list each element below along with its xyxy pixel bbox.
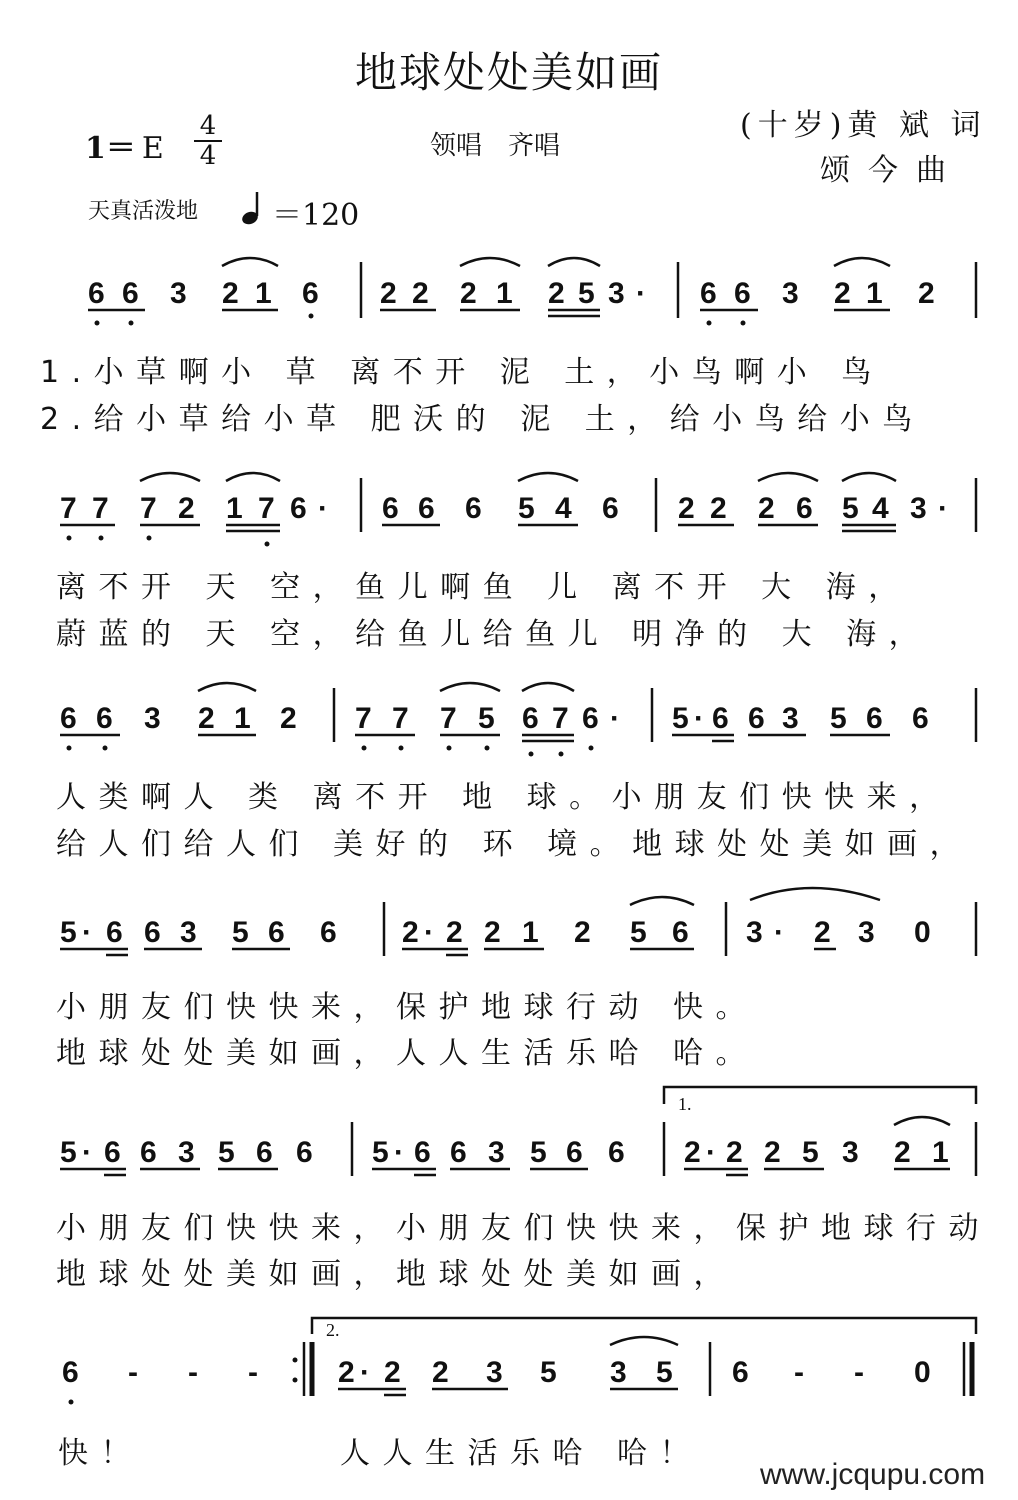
singing-mode: 领唱 齐唱 xyxy=(430,131,561,161)
svg-text:6: 6 xyxy=(62,1356,79,1389)
svg-text:6: 6 xyxy=(608,1136,625,1169)
score-row-2 xyxy=(60,492,948,525)
svg-text:·: · xyxy=(82,1136,92,1169)
svg-text:5: 5 xyxy=(656,1356,673,1389)
tempo-value: ＝120 xyxy=(272,198,360,233)
score-row-4-lines xyxy=(60,888,976,956)
score-row-6-lines xyxy=(304,1318,976,1396)
svg-text:·: · xyxy=(318,492,328,525)
svg-text:6: 6 xyxy=(104,1136,121,1169)
svg-text:2: 2 xyxy=(380,277,397,310)
svg-text:2: 2 xyxy=(684,1136,701,1169)
lyric-row-3-verse-2: 给人们给人们 美好的 环 境。地球处处美如画， xyxy=(56,827,973,862)
svg-text:6: 6 xyxy=(912,702,929,735)
ending-2-label: 2. xyxy=(326,1320,340,1340)
svg-text:6: 6 xyxy=(140,1136,157,1169)
svg-text:-: - xyxy=(188,1356,198,1389)
svg-text:5: 5 xyxy=(60,916,77,949)
svg-text:2: 2 xyxy=(894,1136,911,1169)
lyric-row-2-verse-1: 离不开 天 空，鱼儿啊鱼 儿 离不开 大 海， xyxy=(56,570,911,605)
svg-text:1: 1 xyxy=(234,702,251,735)
lyric-row-2-verse-2: 蔚蓝的 天 空，给鱼儿给鱼儿 明净的 大 海， xyxy=(56,617,932,652)
svg-text:1: 1 xyxy=(866,277,883,310)
svg-text:6: 6 xyxy=(522,702,539,735)
svg-text:2: 2 xyxy=(918,277,935,310)
lyric-row-6-second-ending: 人人生活乐哈 哈！ xyxy=(340,1436,703,1471)
svg-text:2: 2 xyxy=(402,916,419,949)
svg-text:·: · xyxy=(636,277,646,310)
svg-text:2: 2 xyxy=(758,492,775,525)
score-row-3 xyxy=(60,702,929,735)
svg-text:2: 2 xyxy=(432,1356,449,1389)
svg-text:7: 7 xyxy=(140,492,157,525)
svg-text:6: 6 xyxy=(256,1136,273,1169)
svg-text:6: 6 xyxy=(122,277,139,310)
svg-text:3: 3 xyxy=(170,277,187,310)
svg-text:2: 2 xyxy=(764,1136,781,1169)
lyric-row-5-verse-1: 小朋友们快快来，小朋友们快快来，保护地球行动 xyxy=(56,1211,991,1246)
lyricist-credit: (十岁)黄 斌 词 xyxy=(740,108,987,143)
svg-text:·: · xyxy=(774,916,784,949)
svg-text:·: · xyxy=(706,1136,716,1169)
song-title: 地球处处美如画 xyxy=(354,48,663,97)
svg-text:-: - xyxy=(248,1356,258,1389)
svg-text:·: · xyxy=(82,916,92,949)
score-row-4 xyxy=(60,916,931,949)
score-row-1-dots xyxy=(95,314,746,326)
svg-text:7: 7 xyxy=(440,702,457,735)
svg-text:5: 5 xyxy=(578,277,595,310)
svg-text:6: 6 xyxy=(382,492,399,525)
svg-text:2: 2 xyxy=(678,492,695,525)
svg-text:6: 6 xyxy=(866,702,883,735)
svg-text:2: 2 xyxy=(338,1356,355,1389)
svg-text:·: · xyxy=(610,702,620,735)
score-row-2-dots xyxy=(67,536,270,547)
svg-text:3: 3 xyxy=(180,916,197,949)
svg-text:6: 6 xyxy=(602,492,619,525)
svg-text:-: - xyxy=(128,1356,138,1389)
score-row-5-lines xyxy=(60,1087,976,1176)
svg-text:2: 2 xyxy=(710,492,727,525)
svg-text:4: 4 xyxy=(872,492,889,525)
svg-text:5: 5 xyxy=(218,1136,235,1169)
svg-text:6: 6 xyxy=(734,277,751,310)
svg-text:0: 0 xyxy=(914,916,931,949)
svg-text:2: 2 xyxy=(484,916,501,949)
svg-text:7: 7 xyxy=(60,492,77,525)
svg-text:6: 6 xyxy=(582,702,599,735)
svg-text:5: 5 xyxy=(802,1136,819,1169)
svg-text:·: · xyxy=(394,1136,404,1169)
svg-text:3: 3 xyxy=(486,1356,503,1389)
score-row-6 xyxy=(62,1356,931,1389)
svg-text:1: 1 xyxy=(496,277,513,310)
svg-text:6: 6 xyxy=(144,916,161,949)
svg-text:3: 3 xyxy=(608,277,625,310)
svg-text:·: · xyxy=(424,916,434,949)
svg-text:5: 5 xyxy=(530,1136,547,1169)
svg-text:0: 0 xyxy=(914,1356,931,1389)
svg-text:2: 2 xyxy=(834,277,851,310)
svg-text:6: 6 xyxy=(796,492,813,525)
svg-text:3: 3 xyxy=(858,916,875,949)
svg-text:6: 6 xyxy=(414,1136,431,1169)
key-letter: E xyxy=(141,131,164,166)
svg-text:6: 6 xyxy=(712,702,729,735)
lyric-row-4-verse-1: 小朋友们快快来，保护地球行动 快。 xyxy=(56,990,759,1025)
svg-text:·: · xyxy=(938,492,948,525)
svg-text:6: 6 xyxy=(296,1136,313,1169)
lyric-row-3-verse-1: 人类啊人 类 离不开 地 球。小朋友们快快来， xyxy=(56,780,952,815)
composer-credit: 颂今曲 xyxy=(820,153,964,188)
svg-text:5: 5 xyxy=(60,1136,77,1169)
svg-text:·: · xyxy=(694,702,704,735)
key-label: 1＝ xyxy=(85,131,136,166)
svg-text:6: 6 xyxy=(566,1136,583,1169)
svg-text:3: 3 xyxy=(782,702,799,735)
svg-text:6: 6 xyxy=(465,492,482,525)
svg-text:6: 6 xyxy=(290,492,307,525)
svg-text:1: 1 xyxy=(522,916,539,949)
svg-text:6: 6 xyxy=(748,702,765,735)
svg-text:2: 2 xyxy=(178,492,195,525)
tempo-marking: 天真活泼地 xyxy=(88,199,199,224)
svg-text:2: 2 xyxy=(574,916,591,949)
svg-text:2: 2 xyxy=(384,1356,401,1389)
svg-text:2: 2 xyxy=(548,277,565,310)
svg-text:2: 2 xyxy=(446,916,463,949)
score-row-5 xyxy=(60,1136,949,1169)
svg-text:3: 3 xyxy=(144,702,161,735)
ending-1-label: 1. xyxy=(678,1094,692,1114)
svg-text:5: 5 xyxy=(830,702,847,735)
svg-text:3: 3 xyxy=(178,1136,195,1169)
lyric-row-1-verse-1: 1.小草啊小 草 离不开 泥 土，小鸟啊小 鸟 xyxy=(40,355,884,390)
svg-text:3: 3 xyxy=(782,277,799,310)
svg-text:1: 1 xyxy=(932,1136,949,1169)
svg-text:6: 6 xyxy=(302,277,319,310)
svg-text:3: 3 xyxy=(746,916,763,949)
svg-text:2: 2 xyxy=(726,1136,743,1169)
svg-text:4: 4 xyxy=(555,492,572,525)
svg-text:5: 5 xyxy=(540,1356,557,1389)
svg-text:6: 6 xyxy=(700,277,717,310)
svg-text:6: 6 xyxy=(672,916,689,949)
time-denominator: 4 xyxy=(199,141,217,171)
svg-text:5: 5 xyxy=(518,492,535,525)
svg-text:5: 5 xyxy=(372,1136,389,1169)
svg-text:1: 1 xyxy=(255,277,272,310)
svg-text:6: 6 xyxy=(450,1136,467,1169)
svg-text:2: 2 xyxy=(814,916,831,949)
svg-text:5: 5 xyxy=(232,916,249,949)
svg-text:6: 6 xyxy=(96,702,113,735)
watermark-url: www.jcqupu.com xyxy=(760,1458,986,1491)
svg-text:-: - xyxy=(794,1356,804,1389)
score-row-6-dots xyxy=(69,1358,298,1405)
svg-text:3: 3 xyxy=(842,1136,859,1169)
svg-text:6: 6 xyxy=(88,277,105,310)
svg-text:3: 3 xyxy=(610,1356,627,1389)
lyric-row-4-verse-2: 地球处处美如画，人人生活乐哈 哈。 xyxy=(56,1036,759,1071)
svg-text:6: 6 xyxy=(320,916,337,949)
svg-text:5: 5 xyxy=(478,702,495,735)
svg-text:6: 6 xyxy=(106,916,123,949)
score-row-3-dots xyxy=(67,746,594,757)
svg-text:6: 6 xyxy=(268,916,285,949)
svg-text:5: 5 xyxy=(630,916,647,949)
svg-text:3: 3 xyxy=(910,492,927,525)
svg-text:2: 2 xyxy=(222,277,239,310)
svg-text:7: 7 xyxy=(355,702,372,735)
lyric-row-1-verse-2: 2.给小草给小草 肥沃的 泥 土，给小鸟给小鸟 xyxy=(40,402,925,437)
svg-text:7: 7 xyxy=(552,702,569,735)
svg-text:5: 5 xyxy=(842,492,859,525)
svg-text:-: - xyxy=(854,1356,864,1389)
svg-text:7: 7 xyxy=(92,492,109,525)
svg-text:7: 7 xyxy=(258,492,275,525)
svg-text:·: · xyxy=(360,1356,370,1389)
time-numerator: 4 xyxy=(199,111,217,141)
svg-text:6: 6 xyxy=(418,492,435,525)
lyric-row-5-verse-2: 地球处处美如画，地球处处美如画， xyxy=(56,1257,736,1292)
svg-text:7: 7 xyxy=(392,702,409,735)
svg-text:6: 6 xyxy=(732,1356,749,1389)
svg-text:2: 2 xyxy=(412,277,429,310)
svg-text:6: 6 xyxy=(60,702,77,735)
svg-text:5: 5 xyxy=(672,702,689,735)
svg-text:3: 3 xyxy=(488,1136,505,1169)
svg-text:2: 2 xyxy=(460,277,477,310)
lyric-row-6-first-ending: 快！ xyxy=(58,1436,143,1471)
svg-text:2: 2 xyxy=(280,702,297,735)
svg-text:2: 2 xyxy=(198,702,215,735)
score-row-1 xyxy=(88,277,935,310)
svg-text:1: 1 xyxy=(226,492,243,525)
